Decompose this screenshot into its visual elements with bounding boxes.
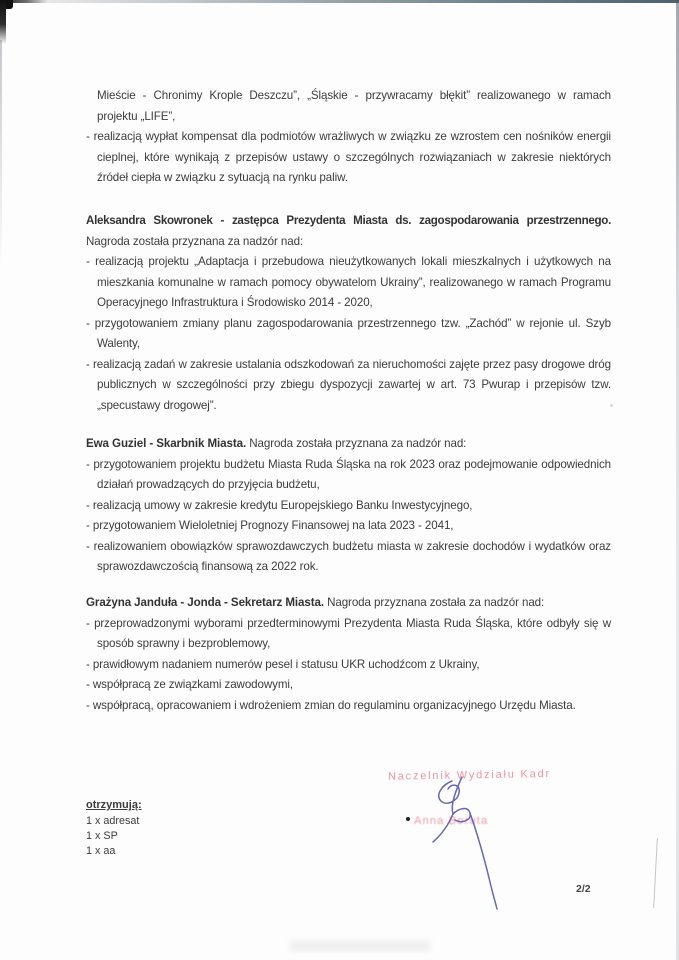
bullet-item: - realizacją zadań w zakresie ustalania odszkodowań za nieruchomości zajęte przez pasy drogowe dróg publicznych w szczególności przy zbiegu dyspozycji zawartej w art. 73 Pwurap i przepisów tzw. „specustawy drogowej”. <box>86 357 611 412</box>
section-intro <box>86 86 611 189</box>
bullet-item: - realizowaniem obowiązków sprawozdawczych budżetu miasta w zakresie dochodów i wydatków oraz sprawozdawczością finansową za 2022 rok. <box>86 539 611 573</box>
section-lead-inline: Nagroda została przyznana za nadzór nad: <box>246 437 467 450</box>
distribution-item: 1 x SP <box>86 830 118 842</box>
stamp-role-text: Naczelnik Wydziału Kadr <box>387 767 552 783</box>
bullet-item: - przygotowaniem projektu budżetu Miasta Ruda Śląska na rok 2023 oraz podejmowanie odpowiednich działań prowadzących do przyjęcia budżetu, <box>86 457 611 491</box>
distribution-title: otrzymują: <box>86 799 142 811</box>
distribution-item: 1 x aa <box>86 845 116 857</box>
section-lead: Nagroda została przyznana za nadzór nad: <box>86 234 304 248</box>
ink-dot <box>406 817 410 821</box>
bullet-item: - przygotowaniem zmiany planu zagospodarowania przestrzennego tzw. „Zachód” w rejonie ul. Szyb Walenty, <box>86 316 611 350</box>
bullet-item: - realizacją umowy w zakresie kredytu Europejskiego Banku Inwestycyjnego, <box>86 498 473 512</box>
bullet-item: - prawidłowym nadaniem numerów pesel i statusu UKR uchodźcom z Ukrainy, <box>86 657 480 671</box>
section-header <box>86 593 611 614</box>
section-skowronek <box>86 211 611 416</box>
section-header <box>86 434 611 455</box>
scan-edge-top <box>0 0 679 3</box>
scan-smudge <box>290 941 430 951</box>
distribution-list <box>86 798 142 859</box>
distribution-item: 1 x adresat <box>86 815 140 827</box>
bullet-item: - realizacją projektu „Adaptacja i przebudowa nieużytkowanych lokali mieszkalnych i użytkowych na mieszkania komunalne w ramach pomocy obywatelom Ukrainy”, realizowanego w ramach Programu Operacyjnego Infrastruktura i Środowisko 2014 - 2020, <box>86 255 611 309</box>
person-name-role: Ewa Guziel - Skarbnik Miasta. <box>86 437 247 450</box>
bullet-item: - przygotowaniem Wieloletniej Prognozy Finansowej na lata 2023 - 2041, <box>86 519 454 532</box>
stamp-name-text: Anna Boruta <box>414 815 489 827</box>
handwritten-signature <box>415 772 525 912</box>
bullet-item: - realizacją wypłat kompensat dla podmiotów wrażliwych w związku ze wzrostem cen nośników energii cieplnej, które wynikają z przepisów ustawy o szczególnych rozwiązaniach w zakresie niektórych źródeł ciepła w związku z sytuacją na rynku paliw. <box>86 130 611 184</box>
section-jandula <box>86 593 611 716</box>
bullet-item: - przeprowadzonymi wyborami przedterminowymi Prezydenta Miasta Ruda Śląska, które odbyły się w sposób sprawny i bezproblemowy, <box>86 616 611 650</box>
section-header <box>86 211 611 232</box>
section-lead-inline: Nagroda przyznana została za nadzór nad: <box>323 596 545 609</box>
bullet-item: - współpracą ze związkami zawodowymi, <box>86 678 293 691</box>
page-number: 2/2 <box>576 883 591 895</box>
scan-edge-left <box>0 0 6 44</box>
scan-line-bottom-right <box>653 838 658 908</box>
paragraph-continuation: Mieście - Chronimy Krople Deszczu”, „Śląskie - przywracamy błękit” realizowanego w ramach projektu „LIFE”, <box>97 89 611 123</box>
person-name-role: Aleksandra Skowronek - zastępca Prezydenta Miasta ds. zagospodarowania przestrzennego. <box>86 214 611 227</box>
bullet-item: - współpracą, opracowaniem i wdrożeniem zmian do regulaminu organizacyjnego Urzędu Miasta. <box>86 698 576 712</box>
scan-edge-left-faint <box>0 40 2 270</box>
section-guziel <box>86 434 611 578</box>
person-name-role: Grażyna Janduła - Jonda - Sekretarz Miasta. <box>86 596 324 609</box>
